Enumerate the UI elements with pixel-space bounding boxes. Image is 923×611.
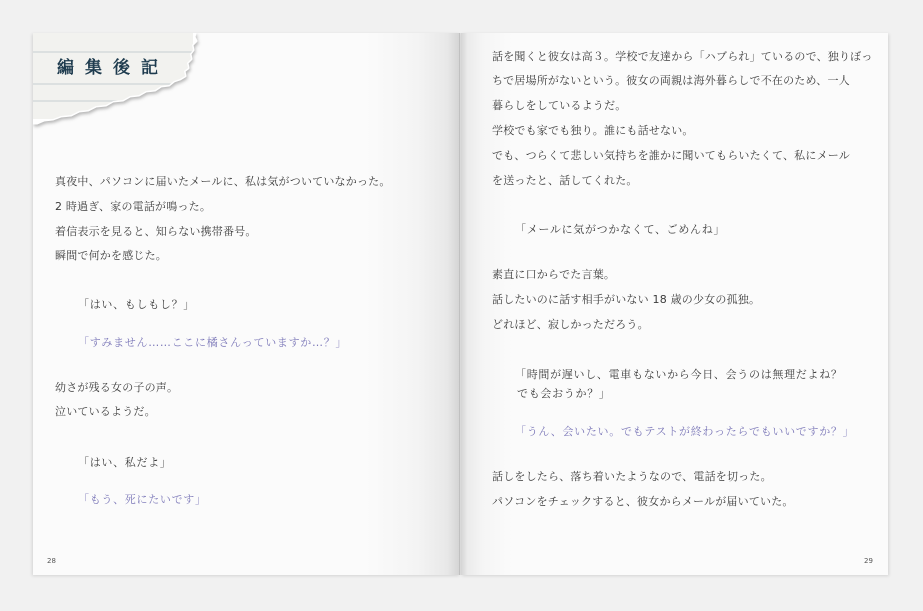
page-number: 28 — [47, 557, 56, 565]
dialogue-line: 「はい、私だよ」 — [78, 456, 172, 469]
narration-line: 泣いているようだ。 — [55, 405, 156, 418]
dialogue-line-accent: 「もう、死にたいです」 — [78, 493, 207, 506]
narration-line: 暮らしをしているようだ。 — [492, 99, 627, 112]
narration-line: でも、つらくて悲しい気持ちを誰かに聞いてもらいたくて、私にメール — [492, 149, 850, 162]
dialogue-line: 「はい、もしもし？」 — [78, 298, 195, 311]
dialogue-line: 「メールに気がつかなくて、ごめんね」 — [515, 223, 726, 236]
narration-line: 瞬間で何かを感じた。 — [55, 249, 167, 262]
narration-line: ちで居場所がないという。彼女の両親は海外暮らしで不在のため、一人 — [492, 74, 850, 87]
narration-line: 真夜中、パソコンに届いたメールに、私は気がついていなかった。 — [55, 175, 391, 188]
narration-line: 話を聞くと彼女は高３。学校で友達から「ハブられ」ているので、独りぼっ — [492, 50, 873, 63]
narration-line: 幼さが残る女の子の声。 — [55, 381, 179, 394]
narration-line: パソコンをチェックすると、彼女からメールが届いていた。 — [492, 495, 794, 508]
narration-line: どれほど、寂しかっただろう。 — [492, 318, 649, 331]
page-number: 29 — [864, 557, 873, 565]
right-page — [461, 33, 888, 575]
left-page — [33, 33, 460, 575]
dialogue-line-accent: 「すみません……ここに橘さんっていますか…？」 — [78, 336, 348, 349]
narration-line: 素直に口からでた言葉。 — [492, 268, 616, 281]
torn-paper-header — [33, 33, 201, 129]
narration-line: 話したいのに話す相手がいない 18 歳の少女の孤独。 — [492, 293, 761, 306]
narration-line: 2 時過ぎ、家の電話が鳴った。 — [55, 200, 212, 213]
dialogue-line: でも会おうか？」 — [517, 387, 611, 400]
narration-line: 学校でも家でも独り。誰にも話せない。 — [492, 124, 694, 137]
narration-line: を送ったと、話してくれた。 — [492, 174, 638, 187]
narration-line: 話しをしたら、落ち着いたようなので、電話を切った。 — [492, 470, 772, 483]
page-title: 編集後記 — [57, 58, 169, 78]
narration-line: 着信表示を見ると、知らない携帯番号。 — [55, 225, 257, 238]
dialogue-line-accent: 「うん、会いたい。でもテストが終わったらでもいいですか？」 — [515, 425, 855, 438]
dialogue-line: 「時間が遅いし、電車もないから今日、会うのは無理だよね？ — [515, 368, 843, 381]
